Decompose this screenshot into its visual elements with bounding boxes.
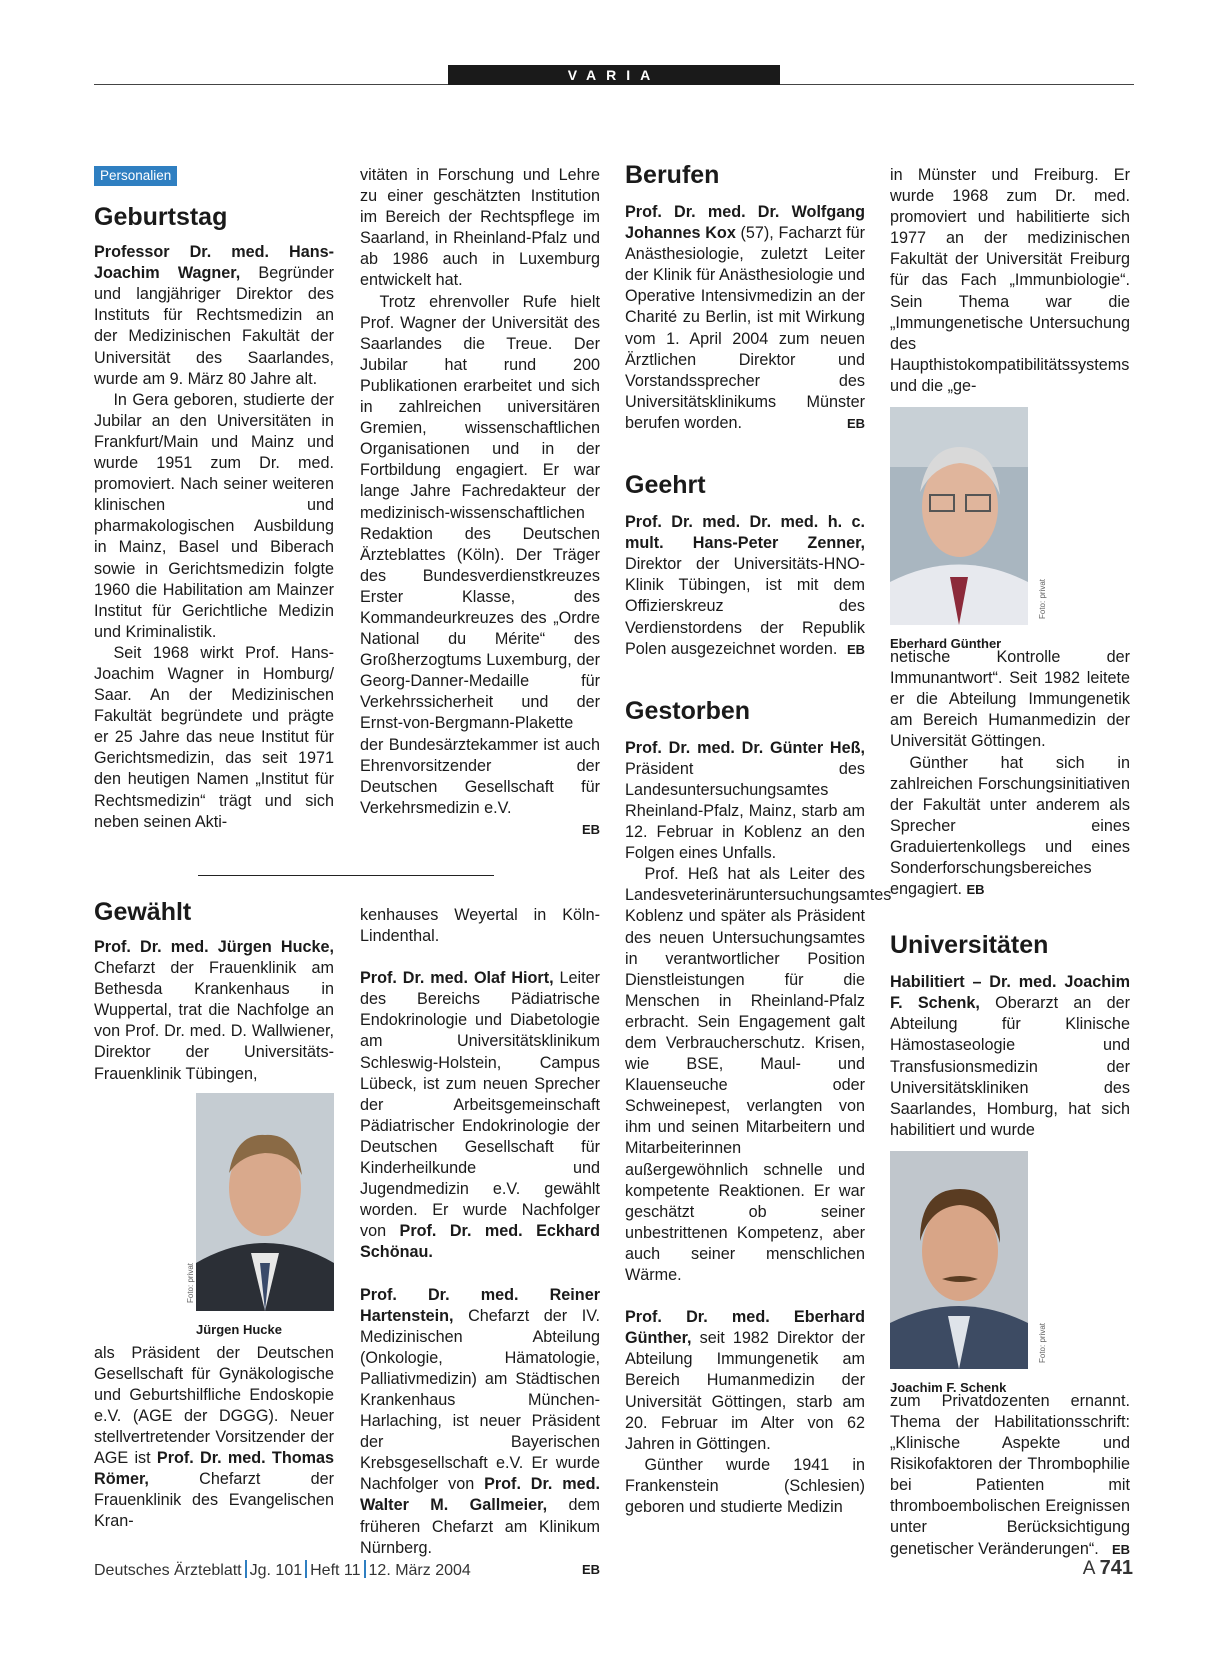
photo-credit: Foto: privat <box>186 1262 195 1303</box>
paragraph: zum Privatdozenten ernannt. Thema der Habilitationsschrift: „Klinische Aspekte und Risikofaktoren der Thrombophilie bei Patienten mit thromboembolischen Ereignissen unter Berücksichtigung genetischer Veränderungen“. EB <box>890 1391 1130 1560</box>
photo-caption: Jürgen Hucke <box>196 1321 282 1337</box>
column-3 <box>625 160 892 1518</box>
author-initials: EB <box>966 882 985 898</box>
page-number: A 741 <box>1082 1557 1133 1579</box>
author-initials: EB <box>846 415 865 431</box>
paragraph: In Gera geboren, studierte der Jubilar an den Universitäten in Frankfurt/Main und Mainz und wurde 1951 zum Dr. med. promoviert. Nach seiner weiteren klinischen und pharmakologischen Ausbildung in Mainz, Basel und Biberach sowie in Gerichtsmedizin folgte 1960 die Habilitation am Mainzer Institut für Gerichtliche Medizin und Kriminalistik. <box>94 390 334 641</box>
author-initials: EB <box>581 821 600 837</box>
paragraph: Seit 1968 wirkt Prof. Hans-Joachim Wagner in Homburg/ Saar. An der Medizinischen Fakultät begründete und prägte er 25 Jahre das neue Institut für Gerichtsmedizin, das seit 1971 den heutigen Namen „Institut für Rechtsmedizin“ trägt und sich neben seinen Akti- <box>94 643 334 831</box>
portrait-photo <box>196 1093 334 1311</box>
page-footer <box>94 1560 471 1580</box>
paragraph: Prof. Dr. med. Olaf Hiort, Leiter des Bereichs Pädiatrische Endokrinologie und Diabetologie am Universitätsklinikum Schleswig-Holstein, Campus Lübeck, ist zum neuen Sprecher der Arbeitsgemeinschaft Pädiatrischer Endokrinologie der Deutschen Gesellschaft für Kinderheilkunde und Jugendmedizin e.V. gewählt worden. Er wurde Nachfolger von Prof. Dr. med. Eckhard Schönau. <box>360 969 601 1262</box>
heading-geburtstag: Geburtstag <box>94 203 228 232</box>
person-name: Professor Dr. med. Hans-Joachim Wagner, <box>94 243 334 283</box>
column-1-top <box>94 165 334 833</box>
paragraph: Trotz ehrenvoller Rufe hielt Prof. Wagner der Universität des Saarlandes die Treue. Der Jubilar hat rund 200 Publikationen erarbeitet und sich in zahlreichen universitären Gremien, wissenschaftlichen Organisationen und in der Fortbildung engagiert. Er war lange Jahre Fachredakteur der medizinisch-wissenschaftlichen Redaktion des Deutschen Ärzteblattes (Köln). Der Träger des Bundesverdienstkreuzes Erster Klasse, des Kommandeurkreuzes des „Ordre National du Mérite“ des Großherzogtums Luxemburg, der Georg-Danner-Medaille für Verkehrssicherheit und der Ernst-von-Bergmann-Plakette der Bundesärztekammer ist auch Ehrenvorsitzender der Deutschen Gesellschaft für Verkehrsmedizin e.V. EB <box>360 292 600 819</box>
person-name: Prof. Dr. med. Dr. Wolfgang Johannes Kox <box>625 203 865 243</box>
person-name: Prof. Dr. med. Dr. med. h. c. mult. Hans-Peter Zenner, <box>625 513 865 553</box>
photo-caption: Joachim F. Schenk <box>890 1379 1007 1395</box>
author-initials: EB <box>1111 1541 1130 1557</box>
person-name: Prof. Dr. med. Jürgen Hucke, <box>94 938 334 956</box>
paragraph: Prof. Dr. med. Eberhard Günther, seit 1982 Direktor der Abteilung Immungenetik am Bereich Humanmedizin der Universität Göttingen, starb am 20. Februar im Alter von 62 Jahren in Göttingen. <box>625 1308 865 1453</box>
category-tag: Personalien <box>94 166 177 186</box>
person-name: Prof. Dr. med. Olaf Hiort, <box>360 969 554 988</box>
person-name: Habilitiert – Dr. med. Joachim F. Schenk, <box>890 973 1130 1013</box>
paragraph: Günther wurde 1941 in Frankenstein (Schlesien) geboren und studierte Medizin <box>625 1455 865 1516</box>
paragraph: kenhauses Weyertal in Köln-Lindenthal. <box>360 906 600 946</box>
footer-separator <box>305 1560 307 1578</box>
paragraph: Professor Dr. med. Hans-Joachim Wagner, Begründer und langjähriger Direktor des Instituts für Rechtsmedizin an der Medizinischen Fakultät der Universität des Saarlandes, wurde am 9. März 80 Jahre alt. <box>94 243 334 388</box>
heading-geehrt: Geehrt <box>625 471 706 500</box>
column-2-bottom <box>360 905 600 1580</box>
paragraph: Prof. Heß hat als Leiter des Landesveterinäruntersuchungsamtes Koblenz und später als Präsident des neuen Untersuchungsamtes in verantwortlicher Position Dienstleistungen für die Menschen in Rheinland-Pfalz erbracht. Sein Engagement galt dem Verbraucherschutz. Krisen, wie BSE, Maul- und Klauenseuche oder Schweinepest, verlangten von ihm und seinen Mitarbeitern und Mitarbeiterinnen außergewöhnlich schnelle und kompetente Reaktionen. Er war geschätzt ob seiner unbestrittenen Kompetenz, aber auch seiner menschlichen Wärme. <box>625 865 892 1285</box>
photo-block-schenk <box>890 1151 1130 1395</box>
paragraph: in Münster und Freiburg. Er wurde 1968 zum Dr. med. promoviert und habilitierte sich 1977 an der medizinischen Fakultät der Universität Freiburg für das Fach „Immunbiologie“. Sein Thema war die „Immungenetische Untersuchung des Haupthistokompatibilitätssystems und die „ge- <box>890 166 1130 395</box>
photo-block-guenther <box>890 407 1130 652</box>
person-name: Prof. Dr. med. Reiner Hartenstein, <box>360 1285 600 1325</box>
paragraph: Prof. Dr. med. Dr. Wolfgang Johannes Kox (57), Facharzt für Anästhesiologie, zuletzt Leiter der Klinik für Anästhesiologie und Operative Intensivmedizin an der Charité zu Berlin, ist mit Wirkung vom 1. April 2004 zum neuen Ärztlichen Direktor und Vorstandssprecher des Universitätsklinikums Münster berufen worden. EB <box>625 202 865 434</box>
volume: Jg. 101 <box>249 1562 303 1579</box>
person-name: Prof. Dr. med. Dr. Günter Heß, <box>625 738 865 757</box>
section-divider <box>198 875 494 876</box>
portrait-image <box>196 1093 334 1311</box>
author-initials: EB <box>846 641 865 657</box>
photo-caption: Eberhard Günther <box>890 636 1002 652</box>
column-1-bottom <box>94 897 334 1533</box>
column-4 <box>890 165 1130 1560</box>
paragraph: netische Kontrolle der Immunantwort“. Seit 1982 leitete er die Abteilung Immungenetik am Bereich Humanmedizin der Universität Göttingen. <box>890 648 1130 751</box>
paragraph: Habilitiert – Dr. med. Joachim F. Schenk, Oberarzt an der Abteilung für Klinische Hämostaseologie und Transfusionsmedizin der Universitätskliniken des Saarlandes, Homburg, hat sich habilitiert und wurde <box>890 973 1130 1139</box>
photo-block-hucke <box>94 1093 334 1343</box>
photo-credit: Foto: privat <box>1038 579 1047 620</box>
heading-gestorben: Gestorben <box>625 696 751 725</box>
person-name: Prof. Dr. med. Thomas Römer, <box>94 1449 334 1489</box>
paragraph: Prof. Dr. med. Jürgen Hucke, Chefarzt der Frauenklinik am Bethesda Krankenhaus in Wuppertal, trat die Nachfolge an von Prof. Dr. med. D. Wallwiener, Direktor der Universitäts-Frauenklinik Tübingen, <box>94 938 334 1083</box>
paragraph: Prof. Dr. med. Dr. Günter Heß, Präsident des Landesuntersuchungsamtes Rheinland-Pfalz, Mainz, starb am 12. Februar in Koblenz an den Folgen eines Unfalls. <box>625 738 865 863</box>
journal-name: Deutsches Ärzteblatt <box>94 1562 242 1579</box>
person-name: Prof. Dr. med. Walter M. Gallmeier, <box>360 1475 600 1515</box>
footer-separator <box>364 1560 366 1578</box>
author-initials: EB <box>581 1561 600 1577</box>
paragraph: Prof. Dr. med. Reiner Hartenstein, Chefarzt der IV. Medizinischen Abteilung (Onkologie, Hämatologie, Palliativmedizin) am Städtischen Krankenhaus München-Harlaching, ist neuer Präsident der Bayerischen Krebsgesellschaft e.V. Er wurde Nachfolger von Prof. Dr. med. Walter M. Gallmeier, dem früheren Chefarzt am Klinikum Nürnberg. EB <box>360 1285 600 1559</box>
footer-separator <box>245 1560 247 1578</box>
paragraph: als Präsident der Deutschen Gesellschaft für Gynäkologische und Geburtshilfliche Endoskopie e.V. (AGE der DGGG). Neuer stellvertretender Vorsitzender der AGE ist Prof. Dr. med. Thomas Römer, Chefarzt der Frauenklinik des Evangelischen Kran- <box>94 1343 334 1531</box>
person-name: Prof. Dr. med. Eckhard Schönau. <box>360 1222 600 1262</box>
heading-berufen: Berufen <box>625 161 720 189</box>
heading-gewaehlt: Gewählt <box>94 898 192 926</box>
photo-credit: Foto: privat <box>1038 1322 1047 1363</box>
portrait-photo <box>890 407 1028 625</box>
section-header: VARIA <box>448 65 780 85</box>
portrait-image <box>890 407 1028 625</box>
paragraph: vitäten in Forschung und Lehre zu einer geschätzten Institution im Bereich der Rechtspflege im Saarland, in Rheinland-Pfalz und ab 1986 auch in Luxemburg entwickelt hat. <box>360 166 600 290</box>
person-name: Prof. Dr. med. Eberhard Günther, <box>625 1308 865 1348</box>
paragraph: Prof. Dr. med. Dr. med. h. c. mult. Hans-Peter Zenner, Direktor der Universitäts-HNO-Klinik Tübingen, ist mit dem Offizierskreuz des Verdienstordens der Republik Polen ausgezeichnet worden. EB <box>625 512 865 660</box>
paragraph: Günther hat sich in zahlreichen Forschungsinitiativen der Fakultät unter anderem als Sprecher eines Graduiertenkollegs und eines Sonderforschungsbereiches engagiert. EB <box>890 753 1130 899</box>
portrait-photo <box>890 1151 1028 1369</box>
heading-universitaeten: Universitäten <box>890 931 1049 960</box>
issue: Heft 11 <box>310 1562 361 1579</box>
issue-date: 12. März 2004 <box>368 1562 471 1579</box>
portrait-image <box>890 1151 1028 1369</box>
column-2-top <box>360 165 600 840</box>
